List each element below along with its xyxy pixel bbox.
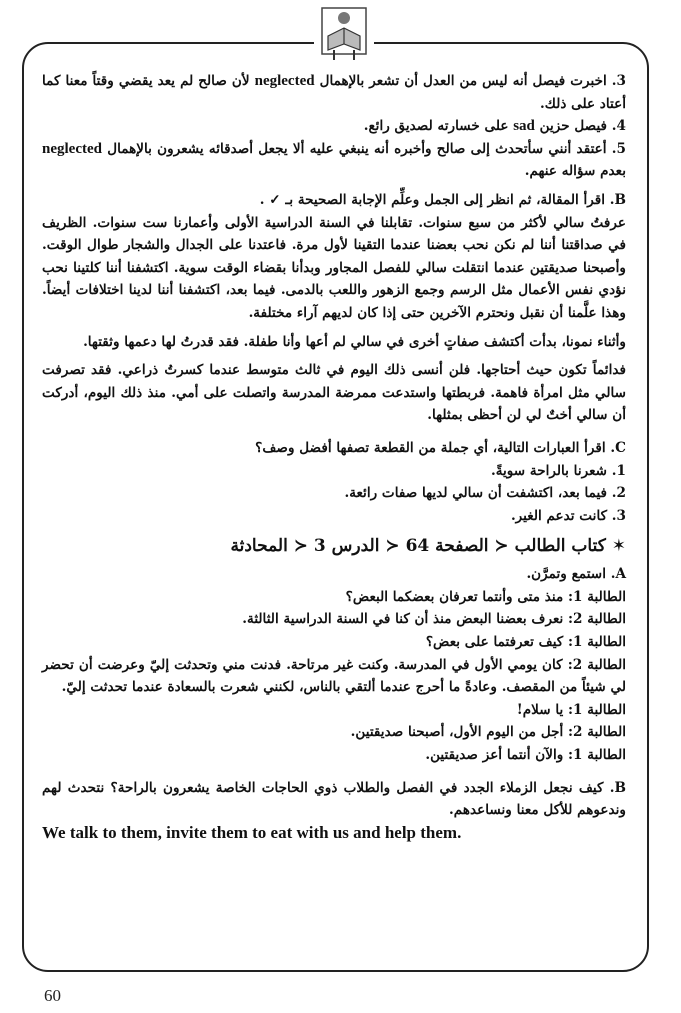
dialogue-line: الطالبة 2: نعرف بعضنا البعض منذ أن كنا في السنة الدراسية الثالثة.: [242, 611, 626, 628]
arrow-icon: ≺: [385, 536, 400, 557]
dialogue-line: الطالبة 2: أجل من اليوم الأول، أصبحنا صديقتين.: [350, 724, 626, 741]
dialogue-line: الطالبة 1: يا سلام!: [516, 701, 626, 718]
list-item: 3. اخبرت فيصل أنه ليس من العدل أن تشعر بالإهمال neglected لأن صالح لم يعد يقضي وقتاً معنا كما أعتاد على ذلك.: [42, 73, 626, 112]
dialogue-line: الطالبة 1: والآن أنتما أعز صديقتين.: [425, 747, 626, 764]
reading-student-logo: [314, 2, 374, 64]
page-number: 60: [44, 986, 61, 1005]
english-answer: We talk to them, invite them to eat with us and help them.: [42, 822, 462, 842]
article-paragraph: فدائماً تكون حيث أحتاجها. فلن أنسى ذلك اليوم في ثالث متوسط عندما كسرتُ ذراعي. فقد تصرفت سالي مثل امرأة فاهمة. فربطتها واستدعت ممرضة المدرسة واتصلت على أمي. منذ ذلك اليوم، أدركت أن سالي أختٌ لي لن أحظى بمثلها.: [42, 362, 626, 424]
list-item: 4. فيصل حزين sad على خسارته لصديق رائع.: [363, 118, 626, 135]
section-b-instruction: B. اقرأ المقالة، ثم انظر إلى الجمل وعلِّم الإجابة الصحيحة بـ ✓ .: [259, 191, 626, 208]
section-c-instruction: C. اقرأ العبارات التالية، أي جملة من القطعة تصفها أفضل وصف؟: [255, 439, 626, 456]
list-item: 5. أعتقد أنني سأتحدث إلى صالح وأخبره أنه ينبغي عليه ألا يجعل أصدقائه يشعرون بالإهمال neglected بعدم سؤاله عنهم.: [42, 140, 626, 180]
section-a-instruction: A. استمع وتمرَّن.: [526, 566, 626, 583]
list-item: 3. كانت تدعم الغير.: [510, 507, 626, 524]
section-b2-question: B. كيف نجعل الزملاء الجدد في الفصل والطلاب ذوي الحاجات الخاصة يشعرون بالراحة؟ نتحدث لهم وندعوهم للأكل معنا ونساعدهم.: [42, 779, 626, 819]
lesson-heading: ✶ كتاب الطالب ≺ الصفحة 64 ≺ الدرس 3 ≺ المحادثة: [230, 536, 626, 557]
dialogue-line: الطالبة 1: منذ متى وأنتما تعرفان بعضكما البعض؟: [345, 588, 626, 605]
arrow-icon: ≺: [494, 536, 509, 557]
dialogue-line: الطالبة 1: كيف تعرفتما على بعض؟: [425, 634, 626, 651]
dialogue-line: الطالبة 2: كان يومي الأول في المدرسة. وكنت غير مرتاحة. فدنت مني وتحدثت إليّ وعرضت أن تحضر لي شيئاً من المقصف. وعادةً ما أحرج عندما ألتقي بالناس، لكنني شعرت بالسعادة عندما تحدثت إليّ.: [42, 656, 626, 696]
list-item: 1. شعرنا بالراحة سويةً.: [490, 462, 626, 479]
arrow-icon: ≺: [293, 536, 308, 557]
article-paragraph: عرفتُ سالي لأكثر من سبع سنوات. تقابلنا في السنة الدراسية الأولى وأعمارنا ست سنوات. الظريف في صداقتنا أننا لم نكن نحب بعضنا عندما التقينا لأول مرة. فاعتدنا على الجدال والشجار طوال الوقت. وأصبحنا صديقتين عندما انتقلت سالي للفصل المجاور وبدأنا بقضاء الوقت سوية. اكتشفنا أننا كلتينا نحب نؤدي نفس الأعمال مثل الرسم وجمع الزهور واللعب بالدمى. فيما بعد، اكتشفنا أننا لدينا اختلافات أيضاً. وهذا علَّمنا أن نقبل ونحترم الآخرين حتى إذا كان لديهم آراء مختلفة.: [42, 214, 626, 321]
list-item: 2. فيما بعد، اكتشفت أن سالي لديها صفات رائعة.: [344, 485, 626, 502]
star-icon: ✶: [611, 536, 626, 557]
article-paragraph: وأثناء نمونا، بدأت أكتشف صفاتٍ أخرى في سالي لم أعها وأنا طفلة. فقد قدرتُ لها دعمها وثقتها.: [83, 333, 626, 350]
page-content: [42, 70, 626, 844]
